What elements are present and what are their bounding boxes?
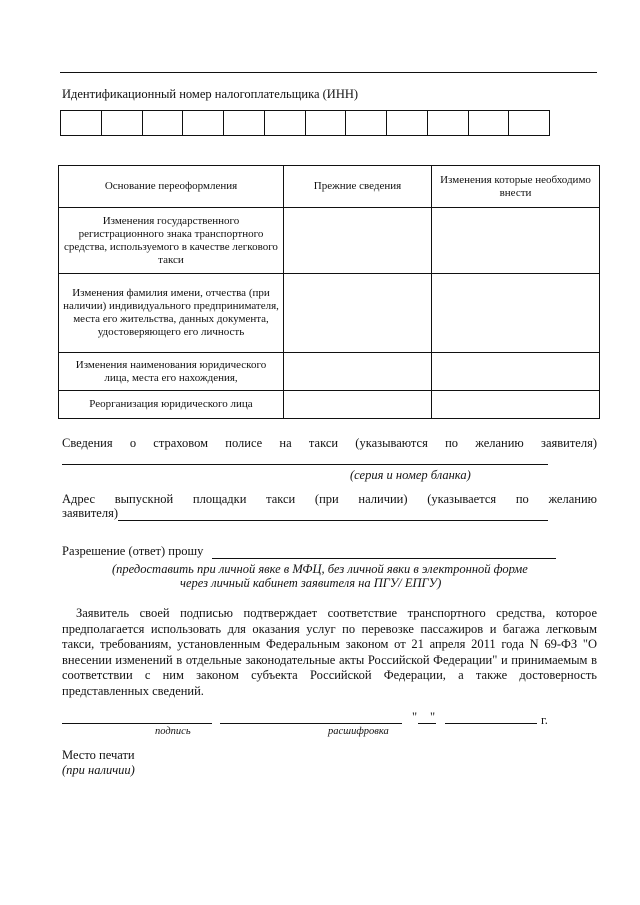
inn-cell[interactable]: [346, 111, 387, 135]
year-suffix: г.: [541, 713, 548, 727]
inn-cell[interactable]: [265, 111, 306, 135]
header-previous: Прежние сведения: [284, 166, 432, 208]
permission-hint-1: (предоставить при личной явке в МФЦ, без личной явки в электронной форме: [112, 562, 528, 576]
insurance-field[interactable]: [62, 464, 548, 465]
row-changes-cell[interactable]: [432, 274, 600, 353]
table-row: [59, 391, 600, 419]
row-basis: Реорганизация юридического лица: [59, 391, 284, 419]
inn-cell[interactable]: [306, 111, 347, 135]
header-basis: Основание переоформления: [59, 166, 284, 208]
reissue-table: [58, 165, 600, 419]
inn-cell[interactable]: [509, 111, 549, 135]
inn-cells[interactable]: [60, 110, 550, 136]
row-changes-cell[interactable]: [432, 353, 600, 391]
address-field[interactable]: [118, 520, 548, 521]
table-row: [59, 274, 600, 353]
stamp-note: (при наличии): [62, 763, 135, 777]
address-label-2: заявителя): [62, 506, 118, 520]
inn-cell[interactable]: [224, 111, 265, 135]
table-row: [59, 353, 600, 391]
signature-field[interactable]: [62, 723, 212, 724]
row-basis: Изменения государственного регистрационного знака транспортного средства, используемого в качестве легкового такси: [59, 208, 284, 274]
inn-label: Идентификационный номер налогоплательщика (ИНН): [62, 87, 359, 101]
date-month-field[interactable]: [445, 723, 537, 724]
declaration-text: Заявитель своей подписью подтверждает соответствие транспортного средства, которое предполагается использовать для оказания услуг по перевозке пассажиров и багажа легковым такси, требованиям, установленным Федеральным законом от 21 апреля 2011 года N 69-ФЗ "О внесении изменений в отдельные законодательные акты Российской Федерации" и принимаемым в соответствии с ним законом субъекта Российской Федерации, а также достоверность представленных сведений.: [62, 606, 597, 698]
row-changes-cell[interactable]: [432, 208, 600, 274]
inn-cell[interactable]: [183, 111, 224, 135]
row-previous-cell[interactable]: [284, 274, 432, 353]
table-row: [59, 208, 600, 274]
inn-cell[interactable]: [428, 111, 469, 135]
inn-cell[interactable]: [102, 111, 143, 135]
inn-cell[interactable]: [61, 111, 102, 135]
permission-label: Разрешение (ответ) прошу: [62, 544, 204, 558]
row-previous-cell[interactable]: [284, 353, 432, 391]
date-quote-close: ": [430, 710, 436, 724]
row-changes-cell[interactable]: [432, 391, 600, 419]
inn-cell[interactable]: [469, 111, 510, 135]
row-basis: Изменения наименования юридического лица, места его нахождения,: [59, 353, 284, 391]
decode-label: расшифровка: [328, 726, 389, 737]
top-rule: [60, 72, 597, 73]
stamp-label: Место печати: [62, 748, 135, 762]
signature-label: подпись: [155, 726, 191, 737]
address-label: Адрес выпускной площадки такси (при наличии) (указывается по желанию: [62, 492, 597, 506]
date-quote-open: ": [412, 710, 418, 724]
insurance-hint: (серия и номер бланка): [350, 468, 471, 482]
row-previous-cell[interactable]: [284, 208, 432, 274]
permission-field[interactable]: [212, 558, 556, 559]
row-basis: Изменения фамилия имени, отчества (при наличии) индивидуального предпринимателя, места его жительства, данных документа, удостоверяющего его личность: [59, 274, 284, 353]
permission-hint-2: через личный кабинет заявителя на ПГУ/ ЕПГУ): [180, 576, 442, 590]
inn-cell[interactable]: [143, 111, 184, 135]
insurance-label: Сведения о страховом полисе на такси (указываются по желанию заявителя): [62, 436, 597, 450]
header-changes: Изменения которые необходимо внести: [432, 166, 600, 208]
decode-field[interactable]: [220, 723, 402, 724]
inn-cell[interactable]: [387, 111, 428, 135]
row-previous-cell[interactable]: [284, 391, 432, 419]
